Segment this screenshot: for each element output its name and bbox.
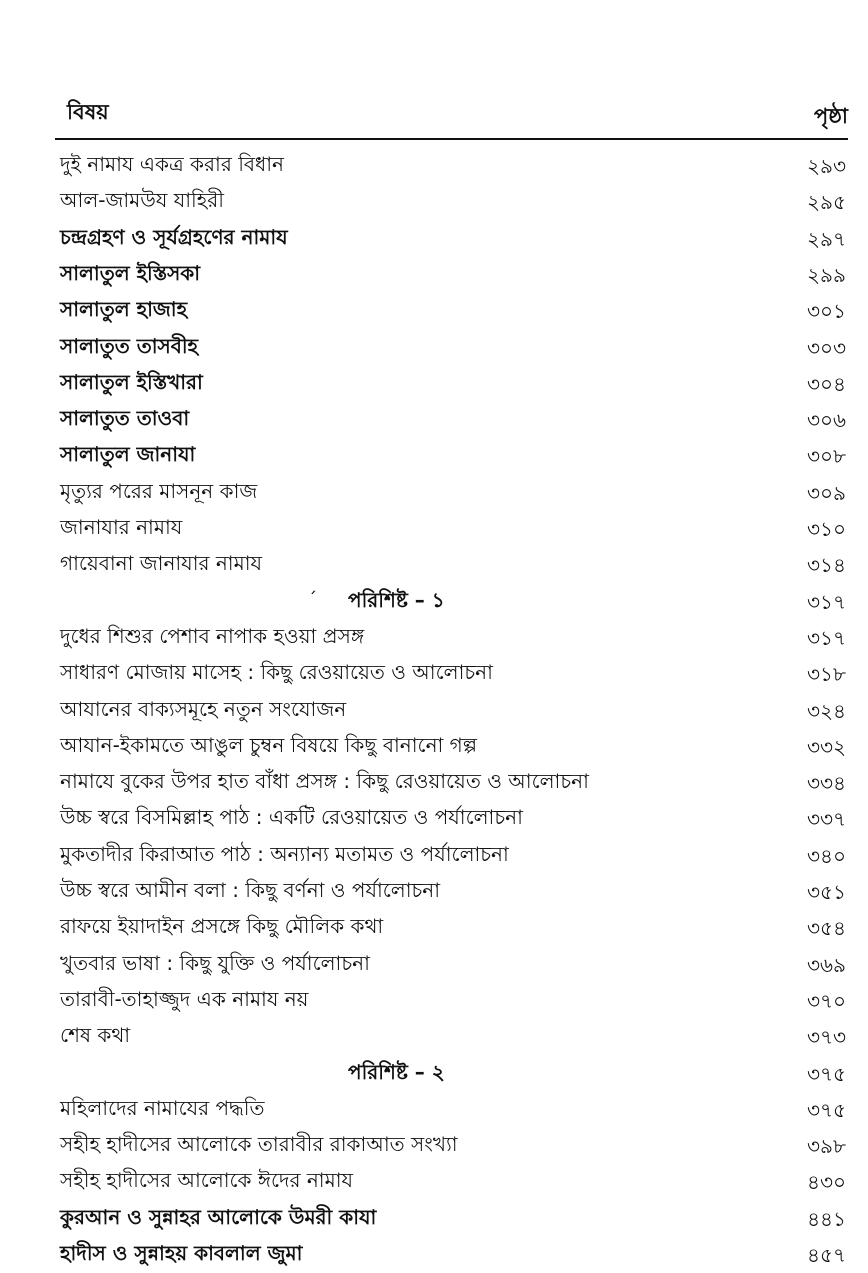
toc-entry bbox=[0, 182, 868, 218]
toc-entry bbox=[0, 1162, 868, 1198]
entry-page-number: ৩০৯ bbox=[807, 480, 846, 505]
toc-entry bbox=[0, 1017, 868, 1053]
toc-entry bbox=[0, 1199, 868, 1235]
toc-entry bbox=[0, 1126, 868, 1162]
entry-page-number: ৩৬৯ bbox=[807, 952, 846, 977]
entry-title: পরিশিষ্ট – ২ bbox=[348, 1059, 445, 1084]
toc-entry bbox=[0, 436, 868, 472]
entry-title: খুতবার ভাষা : কিছু যুক্তি ও পর্যালোচনা bbox=[60, 950, 370, 975]
toc-entry bbox=[0, 618, 868, 654]
entry-title: কুরআন ও সুন্নাহর আলোকে উমরী কাযা bbox=[60, 1204, 377, 1229]
entry-title: মুকতাদীর কিরাআত পাঠ : অন্যান্য মতামত ও পর্যালোচনা bbox=[60, 841, 509, 866]
toc-entry bbox=[0, 727, 868, 763]
toc-entry bbox=[0, 1235, 868, 1271]
entry-page-number: ৩১৭ bbox=[807, 589, 846, 614]
entry-page-number: ৩৭৫ bbox=[807, 1097, 846, 1122]
toc-entry bbox=[0, 763, 868, 799]
toc-entry bbox=[0, 545, 868, 581]
entry-title: মৃত্যুর পরের মাসনূন কাজ bbox=[60, 478, 258, 503]
entry-title: সালাতুল জানাযা bbox=[60, 442, 196, 467]
entry-page-number: ৩৭০ bbox=[806, 988, 846, 1013]
entry-title: সালাতুল ইস্তিখারা bbox=[60, 369, 203, 394]
entry-page-number: ৩৪০ bbox=[807, 843, 846, 868]
entry-page-number: ২৯৫ bbox=[807, 190, 846, 215]
entry-page-number: ৩৩৪ bbox=[807, 771, 846, 796]
entry-page-number: ৩০১ bbox=[807, 299, 846, 324]
toc-entry bbox=[0, 400, 868, 436]
section-heading-row bbox=[0, 1054, 868, 1090]
entry-page-number: ৩৩২ bbox=[806, 734, 846, 759]
entry-title: আযান-ইকামতে আঙুল চুম্বন বিষয়ে কিছু বানানো গল্প bbox=[60, 732, 478, 757]
entry-title: উচ্চ স্বরে বিসমিল্লাহ পাঠ : একটি রেওয়ায়েত ও পর্যালোচনা bbox=[60, 805, 523, 830]
entry-title: সালাতুল হাজাহ bbox=[60, 297, 188, 322]
entry-page-number: ৪৪১ bbox=[807, 1206, 846, 1231]
entry-title: সহীহ হাদীসের আলোকে ঈদের নামায bbox=[60, 1168, 354, 1193]
entry-page-number: ৩১৮ bbox=[807, 662, 846, 687]
toc-entry bbox=[0, 945, 868, 981]
toc-entry bbox=[0, 291, 868, 327]
entry-page-number: ৩১৪ bbox=[807, 553, 846, 578]
stray-mark: ´ bbox=[308, 588, 317, 610]
entry-page-number: ২৯৩ bbox=[807, 154, 846, 178]
entry-page-number: ২৯৭ bbox=[807, 226, 846, 251]
toc-entry bbox=[0, 908, 868, 944]
toc-entry bbox=[0, 219, 868, 255]
entry-page-number: ৩৫৪ bbox=[807, 916, 846, 941]
page-heading: পৃষ্ঠা bbox=[813, 104, 848, 128]
entry-title: সাধারণ মোজায় মাসেহ : কিছু রেওয়ায়েত ও আলোচনা bbox=[60, 660, 493, 685]
entry-title: গায়েবানা জানাযার নামায bbox=[60, 551, 263, 576]
toc-entry bbox=[0, 1090, 868, 1126]
entry-page-number: ৩৫১ bbox=[807, 880, 846, 904]
entry-title: দুধের শিশুর পেশাব নাপাক হওয়া প্রসঙ্গ bbox=[60, 623, 365, 648]
entry-title: আযানের বাক্যসমূহে নতুন সংযোজন bbox=[60, 696, 347, 721]
entry-title: হাদীস ও সুন্নাহয় কাবলাল জুমা bbox=[60, 1241, 303, 1265]
entry-page-number: ৩৭৩ bbox=[806, 1025, 846, 1050]
entry-page-number: ৪৩০ bbox=[807, 1170, 846, 1195]
toc-entry bbox=[0, 146, 868, 182]
toc-entry bbox=[0, 836, 868, 872]
entry-page-number: ৩১৭ bbox=[807, 625, 846, 650]
entry-page-number: ৪৫৭ bbox=[807, 1243, 846, 1267]
entry-page-number: ২৯৯ bbox=[807, 262, 846, 287]
entry-title: সালাতুত তাওবা bbox=[60, 406, 190, 431]
toc-entry bbox=[0, 328, 868, 364]
toc-entry bbox=[0, 255, 868, 291]
entry-title: দুই নামায একত্র করার বিধান bbox=[60, 152, 284, 176]
entry-title: পরিশিষ্ট – ১ bbox=[348, 587, 445, 612]
entry-page-number: ৩০৬ bbox=[806, 408, 846, 433]
entry-title: উচ্চ স্বরে আমীন বলা : কিছু বর্ণনা ও পর্যালোচনা bbox=[60, 878, 441, 902]
entry-title: মহিলাদের নামাযের পদ্ধতি bbox=[60, 1095, 265, 1120]
entry-page-number: ৩০৪ bbox=[807, 371, 846, 396]
entry-page-number: ৩৩৭ bbox=[806, 807, 846, 832]
entry-title: চন্দ্রগ্রহণ ও সূর্যগ্রহণের নামায bbox=[60, 224, 288, 249]
toc-entry bbox=[0, 364, 868, 400]
entry-page-number: ৩৭৫ bbox=[807, 1061, 846, 1086]
section-heading-row bbox=[0, 582, 868, 618]
entry-title: আল-জামউয যাহিরী bbox=[60, 188, 224, 213]
toc-entry bbox=[0, 509, 868, 545]
entry-title: রাফয়ে ইয়াদাইন প্রসঙ্গে কিছু মৌলিক কথা bbox=[60, 914, 384, 939]
entry-page-number: ৩৯৮ bbox=[807, 1134, 846, 1159]
entry-title: শেষ কথা bbox=[60, 1023, 131, 1048]
toc-entry bbox=[0, 872, 868, 908]
toc-entry bbox=[0, 691, 868, 727]
entry-title: তারাবী-তাহাজ্জুদ এক নামায নয় bbox=[60, 986, 309, 1011]
toc-entry bbox=[0, 799, 868, 835]
toc-entry bbox=[0, 473, 868, 509]
entry-title: সালাতুত তাসবীহ bbox=[60, 333, 199, 358]
entry-page-number: ৩০৩ bbox=[806, 335, 846, 360]
entry-page-number: ৩০৮ bbox=[807, 444, 846, 469]
entry-title: নামাযে বুকের উপর হাত বাঁধা প্রসঙ্গ : কিছু রেওয়ায়েত ও আলোচনা bbox=[60, 769, 589, 794]
entry-page-number: ৩২৪ bbox=[807, 698, 846, 723]
subject-heading: বিষয় bbox=[67, 100, 109, 124]
entry-title: সালাতুল ইস্তিসকা bbox=[60, 260, 201, 285]
toc-entry bbox=[0, 654, 868, 690]
entry-title: জানাযার নামায bbox=[60, 515, 183, 539]
entry-page-number: ৩১০ bbox=[807, 517, 846, 541]
entry-title: সহীহ হাদীসের আলোকে তারাবীর রাকাআত সংখ্যা bbox=[60, 1132, 458, 1157]
toc-entry bbox=[0, 981, 868, 1017]
